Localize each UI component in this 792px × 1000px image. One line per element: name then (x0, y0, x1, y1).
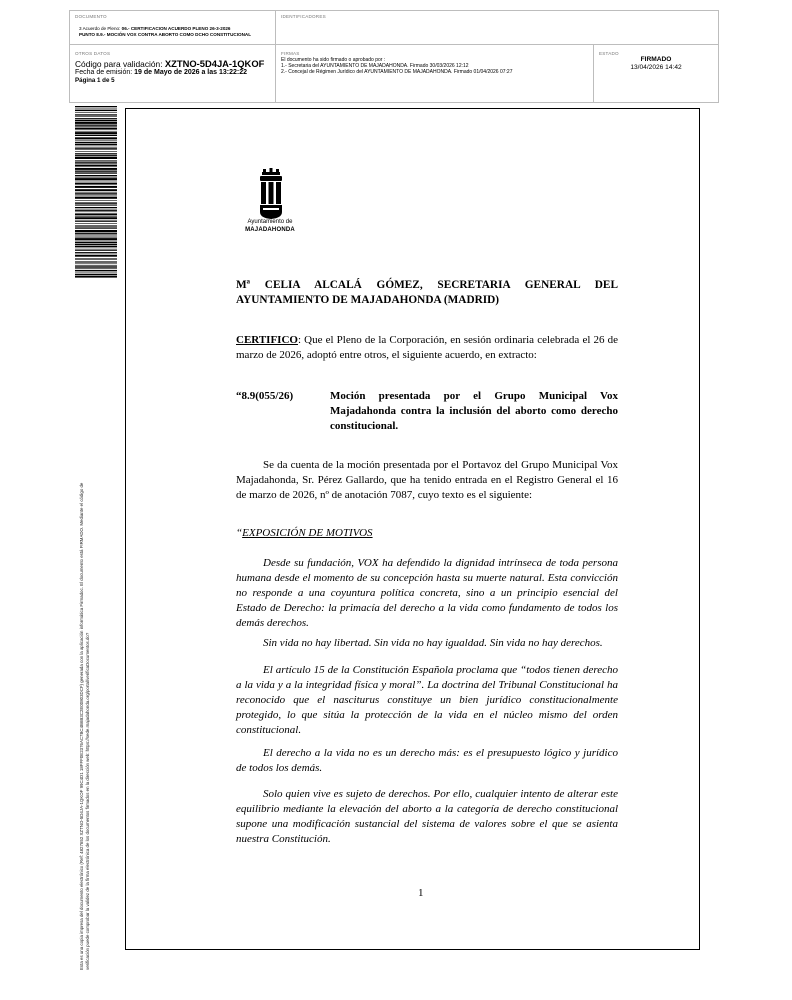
emission-date-row: Fecha de emisión: 19 de Mayo de 2026 a las 13:22:22 (75, 69, 248, 76)
identificadores-cell (276, 11, 718, 45)
side-text-line-1: Esta es una copia impresa del documento electrónico (Ref: 4827652 XZTNO-5D4JA-1QKOF 99C4D1 18FFF0E2376AC7BC4B6B3C2E00803DCF) generada con la aplicación informática Firmadoc. El documento está FIRMADO. Mediante el código de (79, 482, 84, 970)
body-paragraph: El artículo 15 de la Constitución Española proclama que “todos tienen derecho a la vida y a la integridad física y moral”. La doctrina del Tribunal Constitucional ha reconocido que el nasciturus constituye un bien jurídico constitucionalmente protegido, lo que sitúa la protección de la vida en el núcleo mismo del orden constitucional. (236, 664, 618, 736)
motion-number: “8.9(055/26) (236, 390, 294, 402)
certifico-label: CERTIFICO (236, 334, 298, 346)
motion-title: Moción presentada por el Grupo Municipal Vox Majadahonda contra la inclusión del aborto como derecho constitucional. (330, 390, 618, 432)
body-paragraph: Solo quien vive es sujeto de derechos. Por ello, cualquier intento de alterar este equilibrio mediante la elevación del aborto a la categoría de derecho constitucional supone una modificación sustancial del sistema de valores sobre el que se asienta nuestra Constitución. (236, 788, 618, 845)
side-text-line-2: verificación puede comprobar la validez de la firma electrónica de los documentos firmados en la dirección web: https://sede.majadahonda.org/portal/verificaDocumentos.do? (85, 632, 90, 970)
otros-datos-cell (70, 45, 276, 103)
firmas-label: FIRMAS (281, 51, 300, 56)
intro-paragraph: Se da cuenta de la moción presentada por el Portavoz del Grupo Municipal Vox Majadahonda, Sr. Pérez Gallardo, que ha tenido entrada en el Registro General el 16 de marzo de 2026, nº de anotación 7087, cuyo texto es el siguiente: (236, 459, 618, 501)
firma-line-2: 2.- Concejal de Régimen Jurídico del AYUNTAMIENTO DE MAJADAHONDA. Firmado 01/04/2026 07:27 (281, 69, 513, 76)
body-paragraph: Desde su fundación, VOX ha defendido la dignidad intrínseca de toda persona humana desde el momento de su concepción hasta su muerte natural. Esta convicción no responde a una coyuntura política concreta, sino a un principio esencial del Estado de Derecho: la primacía del derecho a la vida como fundamento de todos los demás derechos. (236, 557, 618, 629)
page-title: Mª CELIA ALCALÁ GÓMEZ, SECRETARIA GENERAL DEL AYUNTAMIENTO DE MAJADAHONDA (MADRID) (236, 279, 618, 306)
status-badge: FIRMADO (640, 56, 672, 63)
body-paragraph: El derecho a la vida no es un derecho más: es el presupuesto lógico y jurídico de todos los demás. (236, 747, 618, 774)
documento-label: DOCUMENTO (75, 14, 107, 19)
documento-cell (70, 11, 276, 45)
barcode-icon (75, 106, 117, 278)
estado-date: 13/04/2026 14:42 (630, 64, 682, 71)
page-number: 1 (418, 887, 424, 899)
body-paragraph: Sin vida no hay libertad. Sin vida no hay igualdad. Sin vida no hay derechos. (263, 637, 603, 649)
logo-line-1: Ayuntamiento de (247, 219, 293, 225)
validation-code: XZTNO-5D4JA-1QKOF (164, 58, 265, 69)
certifico-paragraph: CERTIFICO: Que el Pleno de la Corporación, en sesión ordinaria celebrada el 26 de marzo de 2026, adoptó entre otros, el siguiente acuerdo, en extracto: (236, 334, 618, 361)
otros-datos-label: OTROS DATOS (75, 51, 111, 56)
documento-line-1: 3 Acuerdo de Pleno: 06.- CERTIFICACION ACUERDO PLENO 26-3-2026 (79, 26, 231, 31)
validation-code-row: Código para validación: XZTNO-5D4JA-1QKOF (75, 58, 265, 69)
firmas-intro: El documento ha sido firmado o aprobado por : (281, 57, 386, 63)
firmas-cell (276, 45, 594, 103)
firma-line-1: 1.- Secretaria del AYUNTAMIENTO DE MAJADAHONDA. Firmado 30/03/2026 12:12 (281, 63, 469, 69)
estado-cell (594, 45, 718, 103)
document-metadata-header (69, 10, 719, 103)
page-indicator: Página 1 de 5 (75, 77, 115, 84)
estado-label: ESTADO (599, 51, 619, 56)
verification-side-text (79, 295, 91, 970)
logo-line-2: MAJADAHONDA (245, 227, 295, 233)
exposicion-heading: “EXPOSICIÓN DE MOTIVOS (236, 527, 373, 539)
documento-line-2: PUNTO 8.9.- MOCIÓN VOX CONTRA ABORTO COMO DCHO CONSTITUCIONAL (79, 32, 252, 37)
identificadores-label: IDENTIFICADORES (281, 14, 326, 19)
